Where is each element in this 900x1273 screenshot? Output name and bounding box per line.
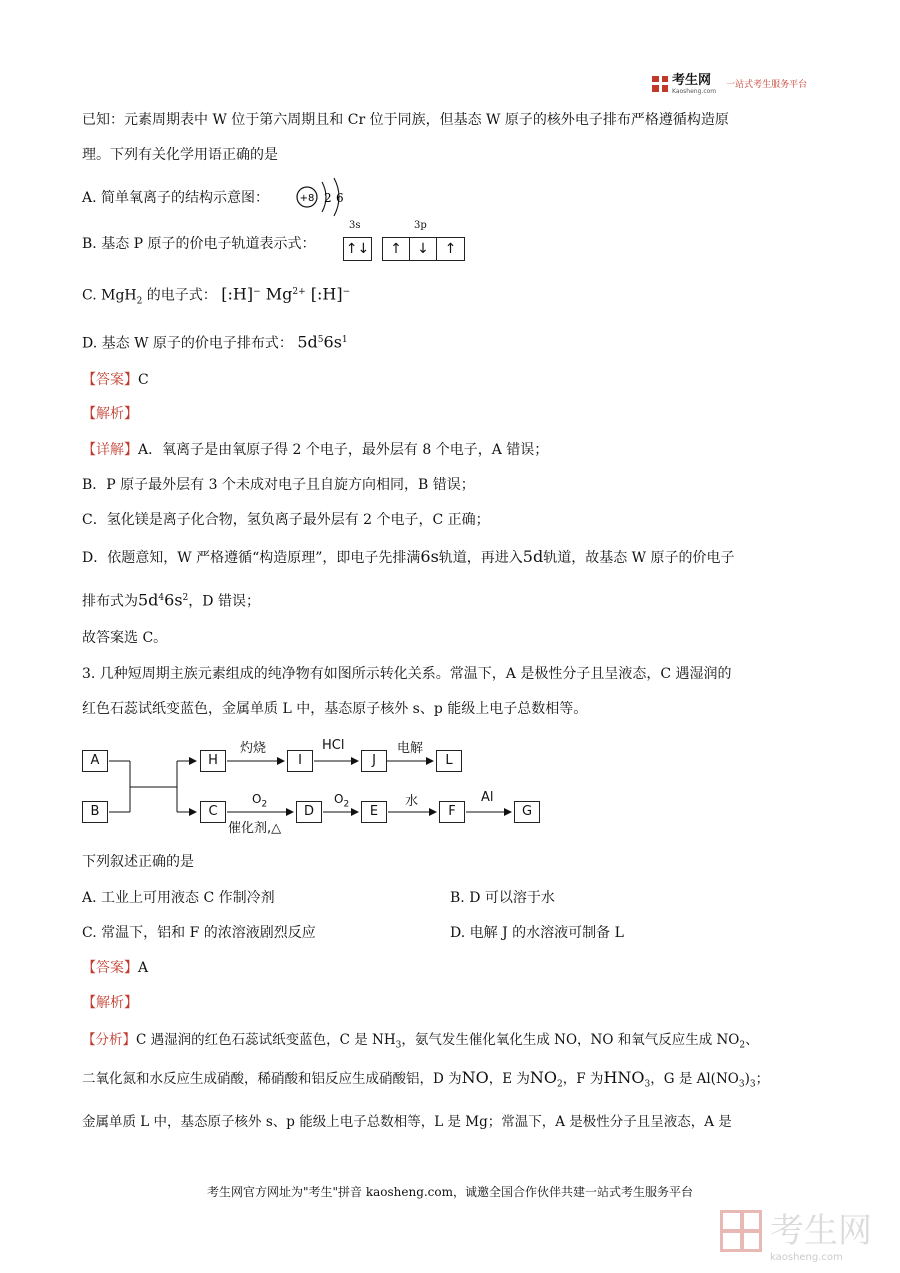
q2-option-c [82,282,350,311]
q2-option-d [82,330,348,354]
config-5d: 5d [297,332,318,352]
node-d: D [296,801,322,823]
watermark [720,1210,872,1252]
node-h: H [200,750,226,772]
analysis-line1b: ，氨气发生催化氧化生成 NO，NO 和氧气反应生成 NO [401,1032,740,1048]
page-footer: 考生网官方网址为"考生"拼音 kaosheng.com，诚邀全国合作伙伴共建一站式考生服务平台 [206,1185,694,1199]
q3-question: 下列叙述正确的是 [82,854,194,870]
no2-sub: 2 [739,1040,746,1051]
electron-formula-h-left: [:H] [221,284,254,304]
header-logo [652,72,807,95]
label-e-f: 水 [405,794,419,809]
config-5d-sup: 5 [317,335,324,345]
q3-stem-line1: 3. 几种短周期主族元素组成的纯净物有如图所示转化关系。常温下，A 是极性分子且呈液态，C 遇湿润的 [82,666,732,682]
q2-detail-c: C．氢化镁是离子化合物，氢负离子最外层有 2 个电子，C 正确； [82,512,490,528]
node-i: I [287,750,313,772]
q2-stem-line2: 理。下列有关化学用语正确的是 [82,147,278,163]
transformation-diagram [82,735,552,835]
config-6s: 6s [323,332,342,352]
aln-sub1: 3 [738,1079,745,1090]
q3-answer [82,958,148,978]
label-c-d-bottom: 催化剂,△ [228,821,282,836]
analysis-line1a: C 遇湿润的红色石蕊试纸变蓝色，C 是 NH [136,1032,396,1048]
q3-option-c: C. 常温下，铝和 F 的浓溶液剧烈反应 [82,925,316,941]
analysis-tag: 【分析】 [82,1032,136,1048]
orbital-3p-cell: ↑ [444,241,457,257]
orbital-3p-box [382,237,465,261]
detail-d1-6s: 6s [420,547,439,566]
label-d-e-top [334,792,349,809]
detail-d2d: ，D 错误； [188,593,260,610]
logo-domain: Kaosheng.com [672,88,717,95]
analysis-line2g: ，G 是 Al(NO [650,1071,739,1087]
aln-sub2: 3 [749,1079,756,1090]
q3-analysis-line1 [82,1030,759,1056]
kaosheng-logo-icon [652,76,668,92]
option-c-tail: 的电子式： [142,287,217,304]
q2-stem-line1: 已知：元素周期表中 W 位于第六周期且和 Cr 位于同族，但基态 W 原子的核外电子排布严格遵循构造原 [82,112,729,128]
detail-a-text: A．氧离子是由氧原子得 2 个电子，最外层有 8 个电子，A 错误； [138,442,549,458]
detail-d2-5d-sup: 4 [158,593,165,603]
answer-value: A [138,960,149,976]
detail-d1-5d: 5d [522,547,544,566]
shell1-electrons: 2 [324,191,332,205]
q2-detail-d1 [82,547,735,568]
label-f-g: Al [481,790,494,805]
formula-no2-sub: 2 [557,1079,563,1090]
q2-detail-b: B．P 原子最外层有 3 个未成对电子且自旋方向相同，B 错误； [82,477,475,493]
q2-answer [82,370,149,390]
q3-analysis-line2 [82,1068,769,1095]
node-e: E [361,801,387,823]
option-d-text: D. 基态 W 原子的价电子排布式： [82,335,293,352]
node-f: F [439,801,465,823]
label-j-l: 电解 [397,741,424,756]
analysis-line2i: ； [755,1071,770,1087]
q2-detail-a [82,440,548,460]
watermark-logo-icon [720,1210,762,1252]
q2-detail-d2 [82,588,260,612]
q3-option-d: D. 电解 J 的水溶液可制备 L [450,925,624,941]
orbital-3s-label: 3s [349,220,361,231]
detail-d2-5d: 5d [138,590,159,610]
analysis-line2a: 二氧化氮和水反应生成硝酸，稀硝酸和铝反应生成硝酸铝，D 为 [82,1071,462,1087]
orbital-3p-cell: ↓ [410,238,437,260]
orbital-3s-cell: ↑↓ [345,241,370,257]
q2-option-a: A. 简单氧离子的结构示意图： [82,190,270,206]
q3-analysis-label: 【解析】 [82,995,138,1011]
q3-option-a: A. 工业上可用液态 C 作制冷剂 [82,890,275,906]
q2-analysis-label: 【解析】 [82,406,138,422]
detail-d1e: 轨道，故基态 W 原子的价电子 [543,550,735,566]
mgh2-formula: C. MgH [82,287,137,304]
formula-hno3: HNO [603,1068,645,1087]
node-l: L [436,750,462,772]
answer-value: C [138,372,149,388]
orbital-3s-box [343,237,372,261]
detail-d2a: 排布式为 [82,593,138,610]
orbital-3p-cell: ↑ [383,238,410,260]
q2-option-b: B. 基态 P 原子的价电子轨道表示式： [82,236,316,252]
node-b: B [82,801,108,823]
analysis-line1c: 、 [745,1032,759,1048]
q3-analysis-line3: 金属单质 L 中，基态原子核外 s、p 能级上电子总数相等，L 是 Mg；常温下，A 是极性分子且呈液态，A 是 [82,1114,732,1130]
oxygen-ion-structure-diagram [294,176,354,220]
detail-label: 【详解】 [82,442,138,458]
orbital-3p-label: 3p [414,220,427,231]
q2-conclusion: 故答案选 C。 [82,630,168,646]
q3-option-b: B. D 可以溶于水 [450,890,555,906]
watermark-domain: kaosheng.com [770,1252,843,1263]
mgh2-sub: 2 [136,296,143,307]
node-c: C [200,801,226,823]
q3-stem-line2: 红色石蕊试纸变蓝色，金属单质 L 中，基态原子核外 s、p 能级上电子总数相等。 [82,701,588,717]
logo-name: 考生网 [672,73,712,88]
node-j: J [361,750,387,772]
logo-text [672,72,716,95]
detail-d2-6s-sup: 2 [182,593,189,603]
label-h-i: 灼烧 [240,741,267,756]
h-left-charge: − [253,287,261,297]
node-a: A [82,750,108,772]
node-g: G [514,801,540,823]
formula-hno3-sub: 3 [644,1079,651,1090]
label-c-d-o-sub: 2 [261,799,268,810]
label-i-j: HCl [322,738,345,753]
detail-d2-6s: 6s [164,590,183,610]
detail-d1a: D．依题意知，W 严格遵循“构造原理”，即电子先排满 [82,550,421,566]
h-right-charge: − [342,287,351,297]
analysis-line2e: ，F 为 [562,1071,604,1087]
mg-charge: 2+ [292,287,306,297]
label-c-d-top [252,792,267,809]
watermark-text: 考生网 [770,1211,872,1251]
nh3-sub: 3 [395,1040,402,1051]
answer-label: 【答案】 [82,960,138,976]
header-slogan: 一站式考生服务平台 [726,80,808,90]
analysis-line2c: ，E 为 [488,1071,530,1087]
analysis-line2h: ) [744,1071,750,1087]
label-c-d-o: O [252,792,262,806]
detail-d1c: 轨道，再进入 [438,550,523,566]
shell2-electrons: 6 [336,191,344,205]
electron-formula-mg: Mg [260,284,293,304]
config-6s-sup: 1 [341,335,348,345]
nucleus-charge: +8 [299,193,315,204]
label-d-e-o: O [334,792,344,806]
formula-no: NO [461,1068,489,1087]
label-d-e-o-sub: 2 [343,799,350,810]
answer-label: 【答案】 [82,372,138,388]
formula-no2: NO [529,1068,558,1087]
electron-formula-h-right: [:H] [305,284,343,304]
